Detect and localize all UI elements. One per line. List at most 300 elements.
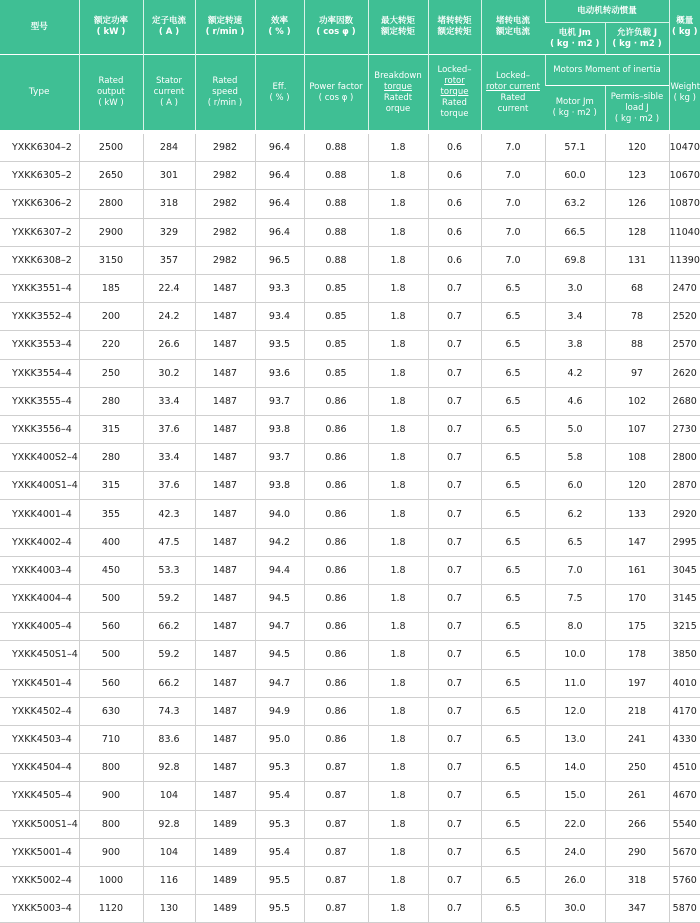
cell-breakdown-torque: 1.8	[368, 895, 428, 923]
cell-type: YXKK4004–4	[0, 585, 79, 613]
cell-locked-rotor-current: 6.5	[481, 303, 545, 331]
cell-rated-speed: 1487	[195, 331, 255, 359]
cell-stator-current: 130	[143, 895, 195, 923]
cell-weight: 4010	[669, 669, 700, 697]
cell-locked-rotor-current: 6.5	[481, 641, 545, 669]
cell-weight: 11390	[669, 246, 700, 274]
cell-rated-speed: 2982	[195, 162, 255, 190]
cell-permissible-load: 318	[605, 866, 669, 894]
cell-stator-current: 24.2	[143, 303, 195, 331]
cell-eff: 94.7	[255, 669, 304, 697]
cell-locked-rotor-current: 6.5	[481, 754, 545, 782]
cell-locked-rotor-current: 7.0	[481, 190, 545, 218]
cell-weight: 5760	[669, 866, 700, 894]
cell-motor-jm: 5.8	[545, 444, 605, 472]
cell-stator-current: 301	[143, 162, 195, 190]
cell-rated-output: 800	[79, 810, 143, 838]
cell-locked-rotor-current: 6.5	[481, 725, 545, 753]
cell-eff: 93.8	[255, 472, 304, 500]
cell-locked-rotor-torque: 0.7	[428, 754, 481, 782]
cell-locked-rotor-current: 6.5	[481, 331, 545, 359]
cell-rated-output: 1000	[79, 866, 143, 894]
cell-locked-rotor-torque: 0.7	[428, 641, 481, 669]
cell-breakdown-torque: 1.8	[368, 132, 428, 162]
cell-stator-current: 92.8	[143, 810, 195, 838]
cell-permissible-load: 97	[605, 359, 669, 387]
cell-locked-rotor-current: 6.5	[481, 387, 545, 415]
cell-rated-output: 2650	[79, 162, 143, 190]
cell-eff: 96.5	[255, 246, 304, 274]
cell-eff: 94.0	[255, 500, 304, 528]
cell-rated-output: 800	[79, 754, 143, 782]
cell-locked-rotor-torque: 0.7	[428, 387, 481, 415]
cell-eff: 94.9	[255, 697, 304, 725]
cell-breakdown-torque: 1.8	[368, 274, 428, 302]
cell-weight: 2730	[669, 415, 700, 443]
cell-locked-rotor-current: 6.5	[481, 556, 545, 584]
cell-power-factor: 0.85	[304, 331, 368, 359]
cell-rated-output: 315	[79, 472, 143, 500]
cell-eff: 93.8	[255, 415, 304, 443]
cell-type: YXKK6307–2	[0, 218, 79, 246]
cell-permissible-load: 68	[605, 274, 669, 302]
cell-rated-output: 315	[79, 415, 143, 443]
table-row	[0, 810, 700, 838]
header-motor-jm-en: Motor Jm ( kg · m2 )	[545, 86, 605, 133]
table-body	[0, 132, 700, 923]
cell-stator-current: 104	[143, 838, 195, 866]
cell-weight: 5670	[669, 838, 700, 866]
cell-rated-output: 1120	[79, 895, 143, 923]
header-type-cn: 型号	[0, 0, 79, 55]
cell-stator-current: 116	[143, 866, 195, 894]
header-breakdown-torque-cn: 最大转矩 额定转矩	[368, 0, 428, 55]
cell-rated-output: 2900	[79, 218, 143, 246]
table-row	[0, 246, 700, 274]
cell-power-factor: 0.86	[304, 641, 368, 669]
table-row	[0, 866, 700, 894]
cell-motor-jm: 60.0	[545, 162, 605, 190]
cell-motor-jm: 7.0	[545, 556, 605, 584]
header-rated-speed-en: Rated speed ( r/min )	[195, 55, 255, 133]
cell-locked-rotor-torque: 0.7	[428, 331, 481, 359]
cell-rated-output: 3150	[79, 246, 143, 274]
cell-locked-rotor-torque: 0.7	[428, 472, 481, 500]
cell-eff: 93.4	[255, 303, 304, 331]
cell-weight: 11040	[669, 218, 700, 246]
cell-power-factor: 0.88	[304, 132, 368, 162]
cell-locked-rotor-torque: 0.7	[428, 810, 481, 838]
cell-permissible-load: 290	[605, 838, 669, 866]
header-motor-jm-cn: 电机 Jm ( kg · m2 )	[545, 23, 605, 55]
cell-weight: 2800	[669, 444, 700, 472]
cell-motor-jm: 4.6	[545, 387, 605, 415]
cell-locked-rotor-torque: 0.7	[428, 415, 481, 443]
cell-permissible-load: 347	[605, 895, 669, 923]
cell-stator-current: 329	[143, 218, 195, 246]
cell-weight: 4670	[669, 782, 700, 810]
table-row	[0, 444, 700, 472]
cell-motor-jm: 10.0	[545, 641, 605, 669]
cell-locked-rotor-current: 6.5	[481, 895, 545, 923]
cell-weight: 2570	[669, 331, 700, 359]
cell-stator-current: 59.2	[143, 585, 195, 613]
cell-permissible-load: 131	[605, 246, 669, 274]
cell-breakdown-torque: 1.8	[368, 528, 428, 556]
cell-permissible-load: 108	[605, 444, 669, 472]
cell-power-factor: 0.87	[304, 810, 368, 838]
cell-motor-jm: 6.0	[545, 472, 605, 500]
cell-eff: 93.7	[255, 387, 304, 415]
cell-locked-rotor-torque: 0.7	[428, 500, 481, 528]
cell-type: YXKK5001–4	[0, 838, 79, 866]
cell-rated-output: 630	[79, 697, 143, 725]
cell-rated-output: 900	[79, 838, 143, 866]
header-eff-en: Eff. ( % )	[255, 55, 304, 133]
cell-rated-speed: 1487	[195, 556, 255, 584]
cell-power-factor: 0.87	[304, 866, 368, 894]
table-row	[0, 895, 700, 923]
cell-stator-current: 59.2	[143, 641, 195, 669]
cell-motor-jm: 66.5	[545, 218, 605, 246]
cell-motor-jm: 6.5	[545, 528, 605, 556]
cell-rated-speed: 1487	[195, 444, 255, 472]
cell-power-factor: 0.86	[304, 556, 368, 584]
cell-locked-rotor-current: 6.5	[481, 585, 545, 613]
cell-rated-speed: 1489	[195, 838, 255, 866]
cell-locked-rotor-torque: 0.7	[428, 697, 481, 725]
header-locked-rotor-current-en	[481, 55, 545, 133]
cell-eff: 94.5	[255, 585, 304, 613]
cell-power-factor: 0.86	[304, 500, 368, 528]
cell-breakdown-torque: 1.8	[368, 585, 428, 613]
cell-eff: 96.4	[255, 132, 304, 162]
cell-permissible-load: 78	[605, 303, 669, 331]
cell-locked-rotor-torque: 0.7	[428, 669, 481, 697]
header-stator-current-en: Stator current ( A )	[143, 55, 195, 133]
cell-permissible-load: 170	[605, 585, 669, 613]
cell-motor-jm: 5.0	[545, 415, 605, 443]
cell-eff: 96.4	[255, 218, 304, 246]
cell-locked-rotor-torque: 0.6	[428, 162, 481, 190]
cell-type: YXKK3551–4	[0, 274, 79, 302]
cell-weight: 4510	[669, 754, 700, 782]
cell-breakdown-torque: 1.8	[368, 415, 428, 443]
cell-type: YXKK400S2–4	[0, 444, 79, 472]
cell-motor-jm: 63.2	[545, 190, 605, 218]
header-breakdown-torque-en	[368, 55, 428, 133]
cell-type: YXKK4502–4	[0, 697, 79, 725]
cell-breakdown-torque: 1.8	[368, 444, 428, 472]
table-row	[0, 641, 700, 669]
cell-permissible-load: 197	[605, 669, 669, 697]
cell-stator-current: 66.2	[143, 669, 195, 697]
cell-locked-rotor-torque: 0.7	[428, 303, 481, 331]
header-permissible-load-cn: 允许负载 J ( kg · m2 )	[605, 23, 669, 55]
cell-eff: 95.3	[255, 810, 304, 838]
cell-locked-rotor-current: 7.0	[481, 162, 545, 190]
cell-locked-rotor-current: 6.5	[481, 415, 545, 443]
header-locked-rotor-current-en-l2: rotor current	[486, 81, 540, 92]
cell-weight: 2470	[669, 274, 700, 302]
header-rated-output-en: Rated output ( kW )	[79, 55, 143, 133]
table-row	[0, 669, 700, 697]
table-row	[0, 218, 700, 246]
cell-permissible-load: 120	[605, 132, 669, 162]
cell-rated-speed: 1487	[195, 641, 255, 669]
cell-rated-speed: 1487	[195, 303, 255, 331]
cell-weight: 2680	[669, 387, 700, 415]
cell-stator-current: 47.5	[143, 528, 195, 556]
cell-weight: 10670	[669, 162, 700, 190]
cell-motor-jm: 11.0	[545, 669, 605, 697]
cell-locked-rotor-torque: 0.6	[428, 218, 481, 246]
header-weight-cn: 概量 ( kg )	[669, 0, 700, 55]
cell-locked-rotor-torque: 0.7	[428, 274, 481, 302]
cell-eff: 95.4	[255, 838, 304, 866]
cell-rated-output: 560	[79, 613, 143, 641]
table-row	[0, 613, 700, 641]
cell-eff: 95.4	[255, 782, 304, 810]
cell-weight: 3145	[669, 585, 700, 613]
cell-power-factor: 0.86	[304, 415, 368, 443]
cell-stator-current: 318	[143, 190, 195, 218]
header-power-factor-en: Power factor ( cos φ )	[304, 55, 368, 133]
cell-rated-speed: 2982	[195, 246, 255, 274]
cell-rated-speed: 1487	[195, 669, 255, 697]
cell-motor-jm: 8.0	[545, 613, 605, 641]
table-row	[0, 585, 700, 613]
table-row	[0, 387, 700, 415]
cell-weight: 2995	[669, 528, 700, 556]
cell-breakdown-torque: 1.8	[368, 331, 428, 359]
table-row	[0, 838, 700, 866]
header-power-factor-cn: 功率因数 ( cos φ )	[304, 0, 368, 55]
header-locked-rotor-torque-cn: 堵转转矩 额定转矩	[428, 0, 481, 55]
cell-motor-jm: 13.0	[545, 725, 605, 753]
cell-power-factor: 0.85	[304, 359, 368, 387]
cell-breakdown-torque: 1.8	[368, 500, 428, 528]
cell-permissible-load: 266	[605, 810, 669, 838]
cell-breakdown-torque: 1.8	[368, 754, 428, 782]
cell-rated-speed: 1487	[195, 528, 255, 556]
cell-type: YXKK450S1–4	[0, 641, 79, 669]
cell-breakdown-torque: 1.8	[368, 387, 428, 415]
cell-type: YXKK4005–4	[0, 613, 79, 641]
cell-locked-rotor-current: 7.0	[481, 218, 545, 246]
cell-type: YXKK4002–4	[0, 528, 79, 556]
cell-power-factor: 0.88	[304, 218, 368, 246]
header-rated-speed-cn: 额定转速 ( r/min )	[195, 0, 255, 55]
header-stator-current-cn: 定子电流 ( A )	[143, 0, 195, 55]
table-row	[0, 528, 700, 556]
table-row	[0, 359, 700, 387]
cell-type: YXKK5003–4	[0, 895, 79, 923]
cell-rated-speed: 1487	[195, 415, 255, 443]
header-locked-rotor-torque-en	[428, 55, 481, 133]
cell-breakdown-torque: 1.8	[368, 218, 428, 246]
table-row	[0, 303, 700, 331]
table-row	[0, 697, 700, 725]
cell-motor-jm: 7.5	[545, 585, 605, 613]
table-row	[0, 725, 700, 753]
cell-locked-rotor-current: 6.5	[481, 359, 545, 387]
table-row	[0, 190, 700, 218]
cell-eff: 93.7	[255, 444, 304, 472]
cell-rated-output: 280	[79, 444, 143, 472]
cell-power-factor: 0.86	[304, 613, 368, 641]
cell-type: YXKK4505–4	[0, 782, 79, 810]
cell-locked-rotor-torque: 0.7	[428, 585, 481, 613]
cell-motor-jm: 15.0	[545, 782, 605, 810]
cell-motor-jm: 14.0	[545, 754, 605, 782]
cell-breakdown-torque: 1.8	[368, 303, 428, 331]
cell-locked-rotor-current: 6.5	[481, 838, 545, 866]
cell-eff: 96.4	[255, 190, 304, 218]
cell-breakdown-torque: 1.8	[368, 162, 428, 190]
cell-locked-rotor-current: 6.5	[481, 669, 545, 697]
cell-type: YXKK3554–4	[0, 359, 79, 387]
cell-type: YXKK6305–2	[0, 162, 79, 190]
cell-breakdown-torque: 1.8	[368, 810, 428, 838]
cell-power-factor: 0.86	[304, 725, 368, 753]
cell-rated-output: 560	[79, 669, 143, 697]
cell-weight: 5540	[669, 810, 700, 838]
cell-rated-output: 2800	[79, 190, 143, 218]
table-row	[0, 132, 700, 162]
header-inertia-group-cn: 电动机转动惯量	[545, 0, 669, 23]
cell-rated-speed: 2982	[195, 218, 255, 246]
header-row-english	[0, 55, 700, 86]
cell-power-factor: 0.87	[304, 895, 368, 923]
cell-locked-rotor-current: 7.0	[481, 132, 545, 162]
cell-type: YXKK6306–2	[0, 190, 79, 218]
header-type-en: Type	[0, 55, 79, 133]
cell-permissible-load: 178	[605, 641, 669, 669]
cell-stator-current: 33.4	[143, 387, 195, 415]
cell-eff: 95.0	[255, 725, 304, 753]
cell-rated-speed: 1487	[195, 754, 255, 782]
cell-motor-jm: 69.8	[545, 246, 605, 274]
cell-breakdown-torque: 1.8	[368, 190, 428, 218]
cell-stator-current: 42.3	[143, 500, 195, 528]
cell-motor-jm: 30.0	[545, 895, 605, 923]
cell-weight: 3850	[669, 641, 700, 669]
cell-rated-speed: 2982	[195, 190, 255, 218]
cell-locked-rotor-current: 6.5	[481, 697, 545, 725]
cell-eff: 93.5	[255, 331, 304, 359]
cell-locked-rotor-current: 6.5	[481, 810, 545, 838]
cell-rated-output: 185	[79, 274, 143, 302]
cell-motor-jm: 6.2	[545, 500, 605, 528]
header-breakdown-torque-en-l2: torque	[384, 81, 412, 92]
cell-permissible-load: 126	[605, 190, 669, 218]
cell-breakdown-torque: 1.8	[368, 866, 428, 894]
cell-rated-speed: 1487	[195, 500, 255, 528]
cell-weight: 2870	[669, 472, 700, 500]
table-row	[0, 782, 700, 810]
cell-stator-current: 66.2	[143, 613, 195, 641]
cell-power-factor: 0.88	[304, 190, 368, 218]
cell-permissible-load: 102	[605, 387, 669, 415]
header-inertia-group-en: Motors Moment of inertia	[545, 55, 669, 86]
cell-weight: 10470	[669, 132, 700, 162]
table-row	[0, 162, 700, 190]
cell-type: YXKK5002–4	[0, 866, 79, 894]
cell-power-factor: 0.86	[304, 444, 368, 472]
cell-stator-current: 284	[143, 132, 195, 162]
cell-stator-current: 37.6	[143, 472, 195, 500]
cell-locked-rotor-current: 6.5	[481, 866, 545, 894]
cell-rated-speed: 1487	[195, 697, 255, 725]
cell-motor-jm: 4.2	[545, 359, 605, 387]
cell-stator-current: 37.6	[143, 415, 195, 443]
cell-stator-current: 357	[143, 246, 195, 274]
cell-rated-speed: 1487	[195, 472, 255, 500]
header-locked-rotor-current-en-l4: current	[497, 103, 529, 114]
cell-type: YXKK500S1–4	[0, 810, 79, 838]
cell-motor-jm: 22.0	[545, 810, 605, 838]
cell-locked-rotor-torque: 0.6	[428, 246, 481, 274]
cell-rated-output: 220	[79, 331, 143, 359]
cell-permissible-load: 133	[605, 500, 669, 528]
cell-power-factor: 0.86	[304, 669, 368, 697]
cell-locked-rotor-torque: 0.7	[428, 359, 481, 387]
cell-breakdown-torque: 1.8	[368, 246, 428, 274]
cell-rated-output: 450	[79, 556, 143, 584]
cell-weight: 10870	[669, 190, 700, 218]
cell-locked-rotor-torque: 0.7	[428, 528, 481, 556]
cell-rated-speed: 1489	[195, 866, 255, 894]
cell-locked-rotor-torque: 0.7	[428, 782, 481, 810]
cell-motor-jm: 3.0	[545, 274, 605, 302]
cell-locked-rotor-torque: 0.7	[428, 725, 481, 753]
cell-power-factor: 0.88	[304, 246, 368, 274]
cell-breakdown-torque: 1.8	[368, 613, 428, 641]
cell-rated-output: 900	[79, 782, 143, 810]
cell-type: YXKK3553–4	[0, 331, 79, 359]
header-eff-cn: 效率 ( % )	[255, 0, 304, 55]
cell-eff: 94.7	[255, 613, 304, 641]
header-locked-rotor-current-en-l3: Rated	[500, 92, 526, 103]
cell-type: YXKK6308–2	[0, 246, 79, 274]
cell-stator-current: 30.2	[143, 359, 195, 387]
cell-locked-rotor-torque: 0.7	[428, 613, 481, 641]
table-row	[0, 500, 700, 528]
header-rated-output-cn: 额定功率 ( kW )	[79, 0, 143, 55]
cell-rated-output: 500	[79, 641, 143, 669]
cell-eff: 94.4	[255, 556, 304, 584]
cell-rated-speed: 1487	[195, 585, 255, 613]
cell-motor-jm: 26.0	[545, 866, 605, 894]
cell-stator-current: 92.8	[143, 754, 195, 782]
cell-power-factor: 0.87	[304, 838, 368, 866]
cell-type: YXKK4501–4	[0, 669, 79, 697]
table-row	[0, 472, 700, 500]
header-breakdown-torque-en-l3: Ratedt	[383, 92, 413, 103]
cell-eff: 95.3	[255, 754, 304, 782]
cell-locked-rotor-torque: 0.7	[428, 556, 481, 584]
cell-type: YXKK3556–4	[0, 415, 79, 443]
cell-motor-jm: 3.8	[545, 331, 605, 359]
cell-weight: 2620	[669, 359, 700, 387]
cell-permissible-load: 250	[605, 754, 669, 782]
cell-locked-rotor-current: 6.5	[481, 528, 545, 556]
cell-rated-output: 280	[79, 387, 143, 415]
table-row	[0, 331, 700, 359]
cell-locked-rotor-current: 7.0	[481, 246, 545, 274]
cell-locked-rotor-torque: 0.7	[428, 838, 481, 866]
